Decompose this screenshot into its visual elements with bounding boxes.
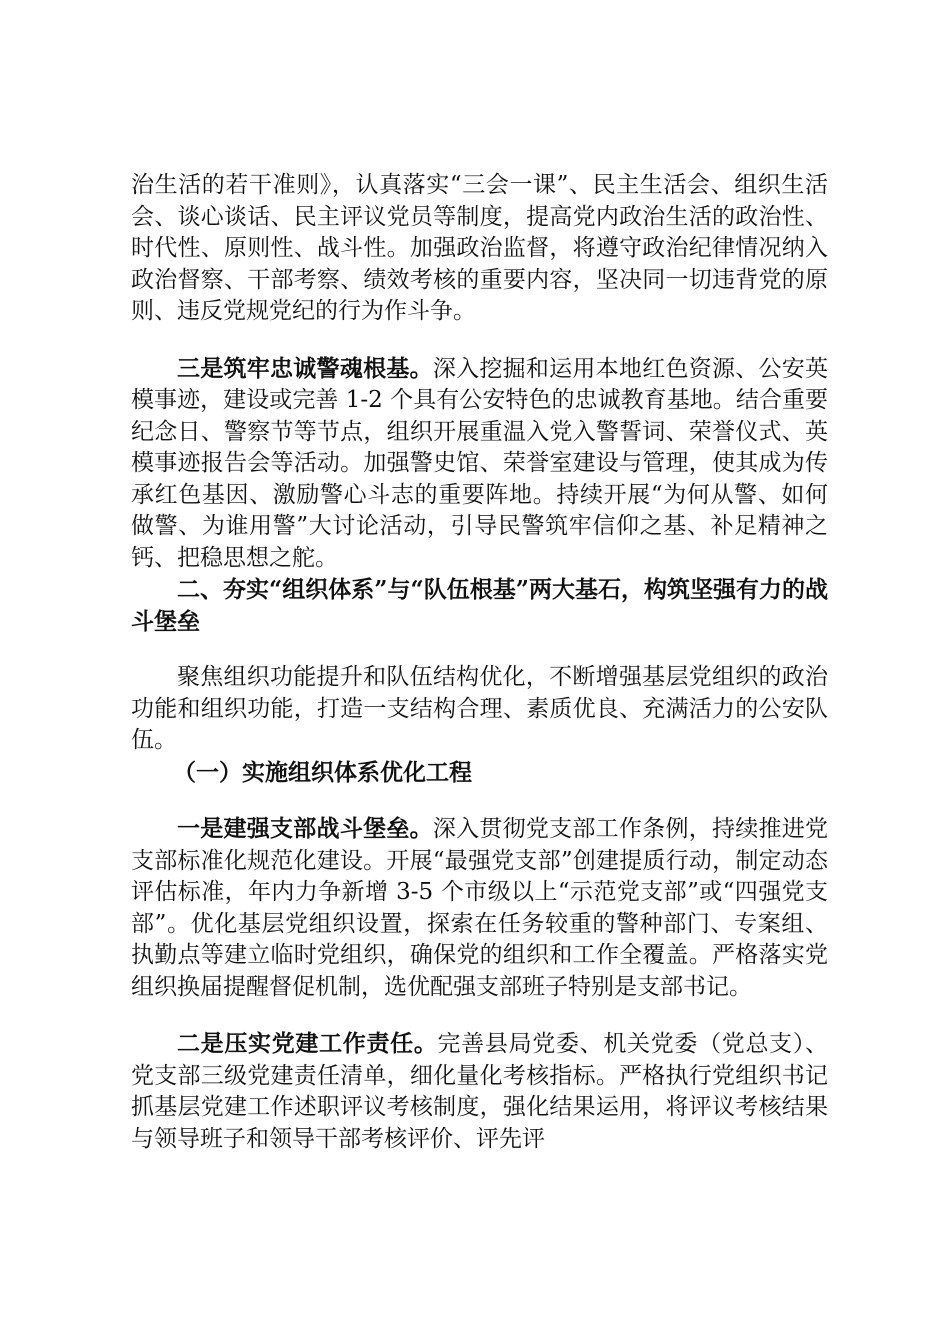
paragraph-lead: 一是建强支部战斗堡垒。: [177, 815, 433, 842]
paragraph-text: 聚焦组织功能提升和队伍结构优化，不断增强基层党组织的政治功能和组织功能，打造一支结构合理、素质优良、充满活力的公安队伍。: [131, 664, 828, 753]
subsection-heading-1: （一）实施组织体系优化工程: [173, 758, 472, 786]
document-page: [131, 170, 828, 1155]
paragraph-political-life: [131, 170, 828, 328]
paragraph-branch-fortress: [131, 813, 828, 1003]
paragraph-text: 深入挖掘和运用本地红色资源、公安英模事迹，建设或完善 1-2 个具有公安特色的忠诚教育基地。结合重要纪念日、警察节等节点，组织开展重温入党入警誓词、荣誉仪式、英模事迹报告会等活动。加强警史馆、荣誉室建设与管理，使其成为传承红色基因、激励警心斗志的重要阵地。持续开展“为何从警、如何做警、为谁用警”大讨论活动，引导民警筑牢信仰之基、补足精神之钙、把稳思想之舵。: [131, 355, 829, 571]
section-heading-2: 二、夯实“组织体系”与“队伍根基”两大基石，构筑坚强有力的战斗堡垒: [131, 576, 828, 635]
paragraph-section-intro: [131, 662, 828, 757]
paragraph-text: 完善县局党委、机关党委（党总支）、党支部三级党建责任清单，细化量化考核指标。严格执行党组织书记抓基层党建工作述职评议考核制度，强化结果运用，将评议考核结果与领导班子和领导干部考核评价、评先评: [131, 1031, 829, 1152]
paragraph-lead: 二是压实党建工作责任。: [177, 1030, 438, 1057]
paragraph-loyalty-foundation: [131, 353, 828, 575]
paragraph-lead: 三是筑牢忠诚警魂根基。: [177, 354, 433, 382]
paragraph-text: 治生活的若干准则》，认真落实“三会一课”、民主生活会、组织生活会、谈心谈话、民主评议党员等制度，提高党内政治生活的政治性、时代性、原则性、战斗性。加强政治监督，将遵守政治纪律情况纳入政治督察、干部考察、绩效考核的重要内容，坚决同一切违背党的原则、违反党规党纪的行为作斗争。: [131, 172, 828, 324]
paragraph-party-responsibility: [131, 1028, 828, 1155]
paragraph-text: 深入贯彻党支部工作条例，持续推进党支部标准化规范化建设。开展“最强党支部”创建提质行动，制定动态评估标准，年内力争新增 3-5 个市级以上“示范党支部”或“四强党支部”。优化基层党组织设置，探索在任务较重的警种部门、专案组、执勤点等建立临时党组织，确保党的组织和工作全覆盖。严格落实党组织换届提醒督促机制，选优配强支部班子特别是支部书记。: [131, 816, 829, 1000]
